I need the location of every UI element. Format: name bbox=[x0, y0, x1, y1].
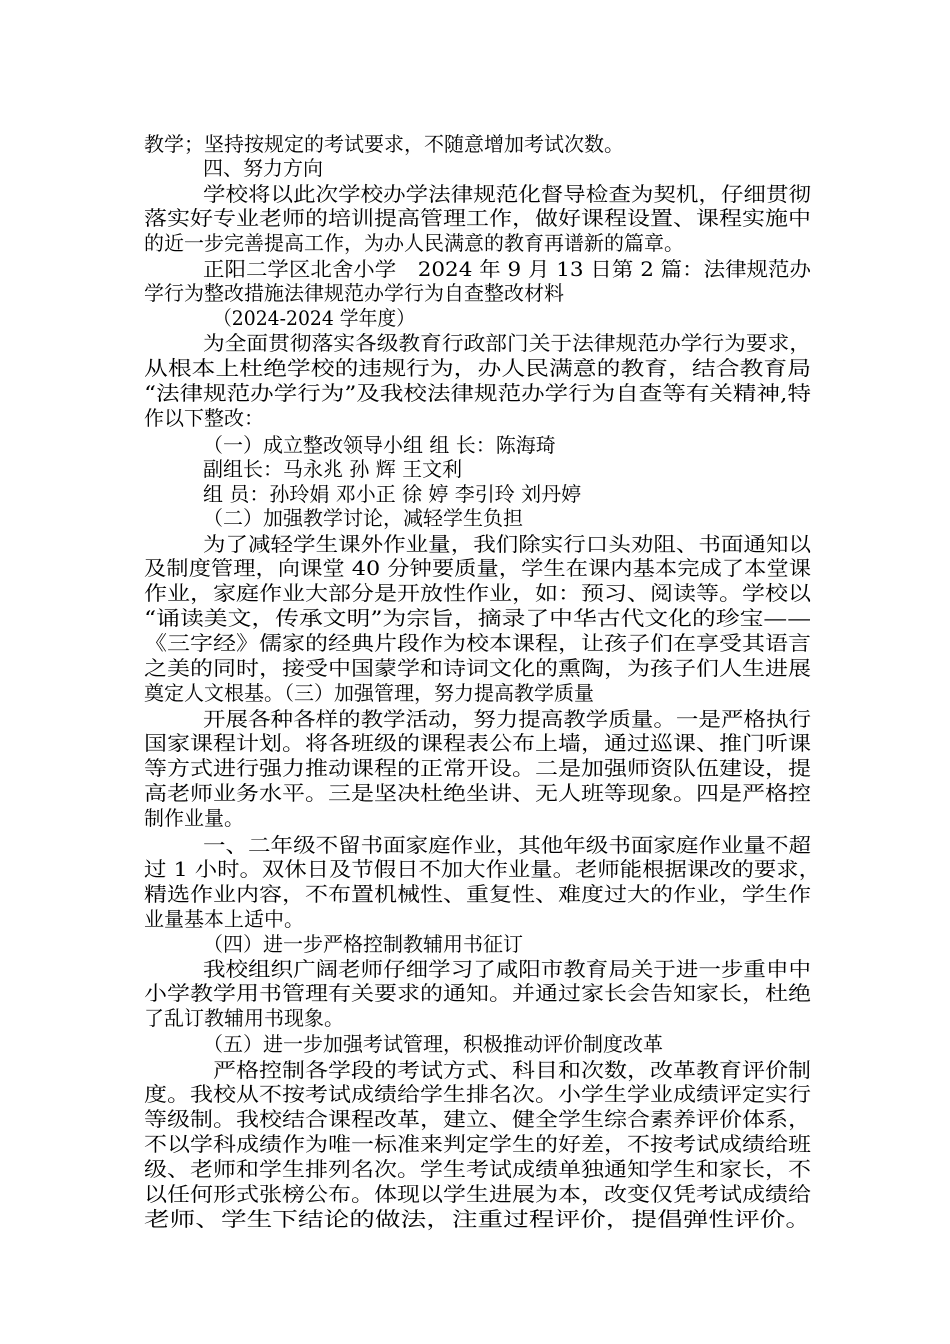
text-line-content: 制作业量。 bbox=[144, 806, 244, 830]
text-line-content: 正阳二学区北舍小学 2024 年 9 月 13 日第 2 篇：法律规范办 bbox=[203, 257, 811, 281]
text-line bbox=[203, 706, 811, 732]
text-line-content: 从根本上杜绝学校的违规行为，办人民满意的教育，结合教育局 bbox=[144, 356, 812, 380]
text-line-content: 精选作业内容，不布置机械性、重复性、难度过大的作业，学生作 bbox=[144, 882, 811, 906]
text-line-content: 级、老师和学生排列名次。学生考试成绩单独通知学生和家长，不 bbox=[144, 1157, 811, 1181]
text-line bbox=[203, 456, 500, 482]
text-line bbox=[144, 1156, 811, 1182]
text-line-content: 开展各种各样的教学活动，努力提高教学质量。一是严格执行 bbox=[203, 707, 811, 731]
text-line bbox=[144, 881, 811, 907]
text-line bbox=[203, 432, 602, 458]
text-line bbox=[144, 280, 595, 306]
text-line bbox=[144, 805, 244, 831]
text-line-content: （四）进一步严格控制教辅用书征订 bbox=[203, 932, 523, 956]
text-line bbox=[203, 155, 333, 181]
text-line bbox=[144, 355, 811, 381]
text-line-content: 不以学科成绩作为唯一标准来判定学生的好差，不按考试成绩给班 bbox=[144, 1132, 811, 1156]
text-line bbox=[203, 330, 811, 356]
text-line bbox=[144, 906, 319, 932]
text-line bbox=[144, 1181, 811, 1207]
text-line bbox=[203, 481, 651, 507]
text-line bbox=[144, 605, 811, 631]
text-line bbox=[144, 1106, 811, 1132]
text-line-content: 及制度管理，向课堂 40 分钟要质量，学生在课内基本完成了本堂课 bbox=[144, 556, 812, 580]
text-line-content: 等方式进行强力推动课程的正常开设。二是加强师资队伍建设，提 bbox=[144, 756, 811, 780]
text-line-content: 度。我校从不按考试成绩给学生排名次。小学生学业成绩评定实行 bbox=[144, 1082, 811, 1106]
text-line bbox=[203, 181, 811, 207]
text-line bbox=[144, 230, 751, 256]
text-line-content: “法律规范办学行为”及我校法律规范办学行为自查等有关精神,特 bbox=[144, 381, 812, 405]
text-line-content: 小学教学用书管理有关要求的通知。并通过家长会告知家长，杜绝 bbox=[144, 981, 811, 1005]
text-line bbox=[203, 531, 811, 557]
text-line-content: 《三字经》儒家的经典片段作为校本课程，让孩子们在享受其语言 bbox=[144, 631, 811, 655]
text-line-content: 过 1 小时。双休日及节假日不加大作业量。老师能根据课改的要求， bbox=[144, 857, 822, 881]
text-line bbox=[144, 555, 811, 581]
text-line bbox=[203, 832, 811, 858]
text-line-content: 高老师业务水平。三是坚决杜绝坐讲、无人班等现象。四是严格控 bbox=[144, 781, 811, 805]
text-line-content: 四、努力方向 bbox=[203, 156, 323, 180]
text-line-content: 副组长：马永兆 孙 辉 王文利 bbox=[203, 457, 463, 481]
text-line bbox=[144, 580, 811, 606]
text-line-content: （一）成立整改领导小组 组 长：陈海琦 bbox=[203, 433, 556, 457]
text-line bbox=[144, 205, 811, 231]
text-line bbox=[144, 1005, 355, 1031]
text-line bbox=[203, 1031, 716, 1057]
text-line-content: 学校将以此次学校办学法律规范化督导检查为契机，仔细贯彻 bbox=[203, 182, 811, 206]
text-line-content: 为了减轻学生课外作业量，我们除实行口头劝阻、书面通知以 bbox=[203, 532, 811, 556]
text-line bbox=[144, 131, 722, 157]
text-line-content: 国家课程计划。将各班级的课程表公布上墙，通过巡课、推门听课 bbox=[144, 731, 811, 755]
text-line-content: 教学；坚持按规定的考试要求，不随意增加考试次数。 bbox=[144, 132, 624, 156]
text-line-content: 了乱订教辅用书现象。 bbox=[144, 1006, 344, 1030]
text-line bbox=[144, 730, 811, 756]
text-line bbox=[203, 931, 555, 957]
text-line bbox=[144, 1131, 811, 1157]
text-line-content: （二）加强教学讨论，减轻学生负担 bbox=[203, 506, 523, 530]
text-line bbox=[144, 856, 821, 882]
text-line bbox=[144, 1081, 811, 1107]
text-line bbox=[144, 655, 811, 681]
text-line-content: 之美的同时，接受中国蒙学和诗词文化的熏陶，为孩子们人生进展 bbox=[144, 656, 811, 680]
text-line-content: 老师、学生下结论的做法，注重过程评价，提倡弹性评价。 bbox=[144, 1207, 812, 1231]
text-line-content: 我校组织广阔老师仔细学习了咸阳市教育局关于进一步重申中 bbox=[203, 957, 811, 981]
text-line bbox=[213, 305, 415, 331]
text-line-content: （2024-2024 学年度） bbox=[213, 306, 416, 330]
text-line-content: 组 员：孙玲娟 邓小正 徐 婷 李引玲 刘丹婷 bbox=[203, 482, 582, 506]
text-line-content: 等级制。我校结合课程改革，建立、健全学生综合素养评价体系， bbox=[144, 1107, 811, 1131]
text-line bbox=[203, 505, 553, 531]
text-line-content: 以任何形式张榜公布。体现以学生进展为本，改变仅凭考试成绩给 bbox=[144, 1182, 811, 1206]
text-line bbox=[144, 980, 811, 1006]
text-line bbox=[213, 1057, 811, 1083]
text-line-content: 严格控制各学段的考试方式、科目和次数，改革教育评价制 bbox=[213, 1058, 811, 1082]
text-line-content: 的近一步完善提高工作，为办人民满意的教育再谱新的篇章。 bbox=[144, 231, 684, 255]
text-line bbox=[144, 1206, 811, 1232]
text-line-content: 业量基本上适中。 bbox=[144, 907, 304, 931]
text-line-content: “诵读美文，传承文明”为宗旨，摘录了中华古代文化的珍宝—— bbox=[144, 606, 811, 630]
text-line bbox=[144, 680, 658, 706]
text-line bbox=[203, 956, 811, 982]
text-line bbox=[144, 405, 269, 431]
text-line-content: 奠定人文根基。（三）加强管理，努力提高教学质量 bbox=[144, 681, 594, 705]
text-line bbox=[203, 256, 811, 282]
text-line bbox=[144, 380, 811, 406]
text-line bbox=[144, 630, 811, 656]
text-line-content: 落实好专业老师的培训提高管理工作，做好课程设置、课程实施中 bbox=[144, 206, 811, 230]
text-line-content: 作业，家庭作业大部分是开放性作业，如：预习、阅读等。学校以 bbox=[144, 581, 811, 605]
text-line-content: 一、二年级不留书面家庭作业，其他年级书面家庭作业量不超 bbox=[203, 833, 811, 857]
text-line-content: 学行为整改措施法律规范办学行为自查整改材料 bbox=[144, 281, 564, 305]
text-line bbox=[144, 780, 811, 806]
text-line-content: 作以下整改： bbox=[144, 406, 264, 430]
text-line bbox=[144, 755, 811, 781]
text-line-content: 为全面贯彻落实各级教育行政部门关于法律规范办学行为要求， bbox=[203, 331, 811, 355]
text-line-content: （五）进一步加强考试管理，积极推动评价制度改革 bbox=[203, 1032, 663, 1056]
